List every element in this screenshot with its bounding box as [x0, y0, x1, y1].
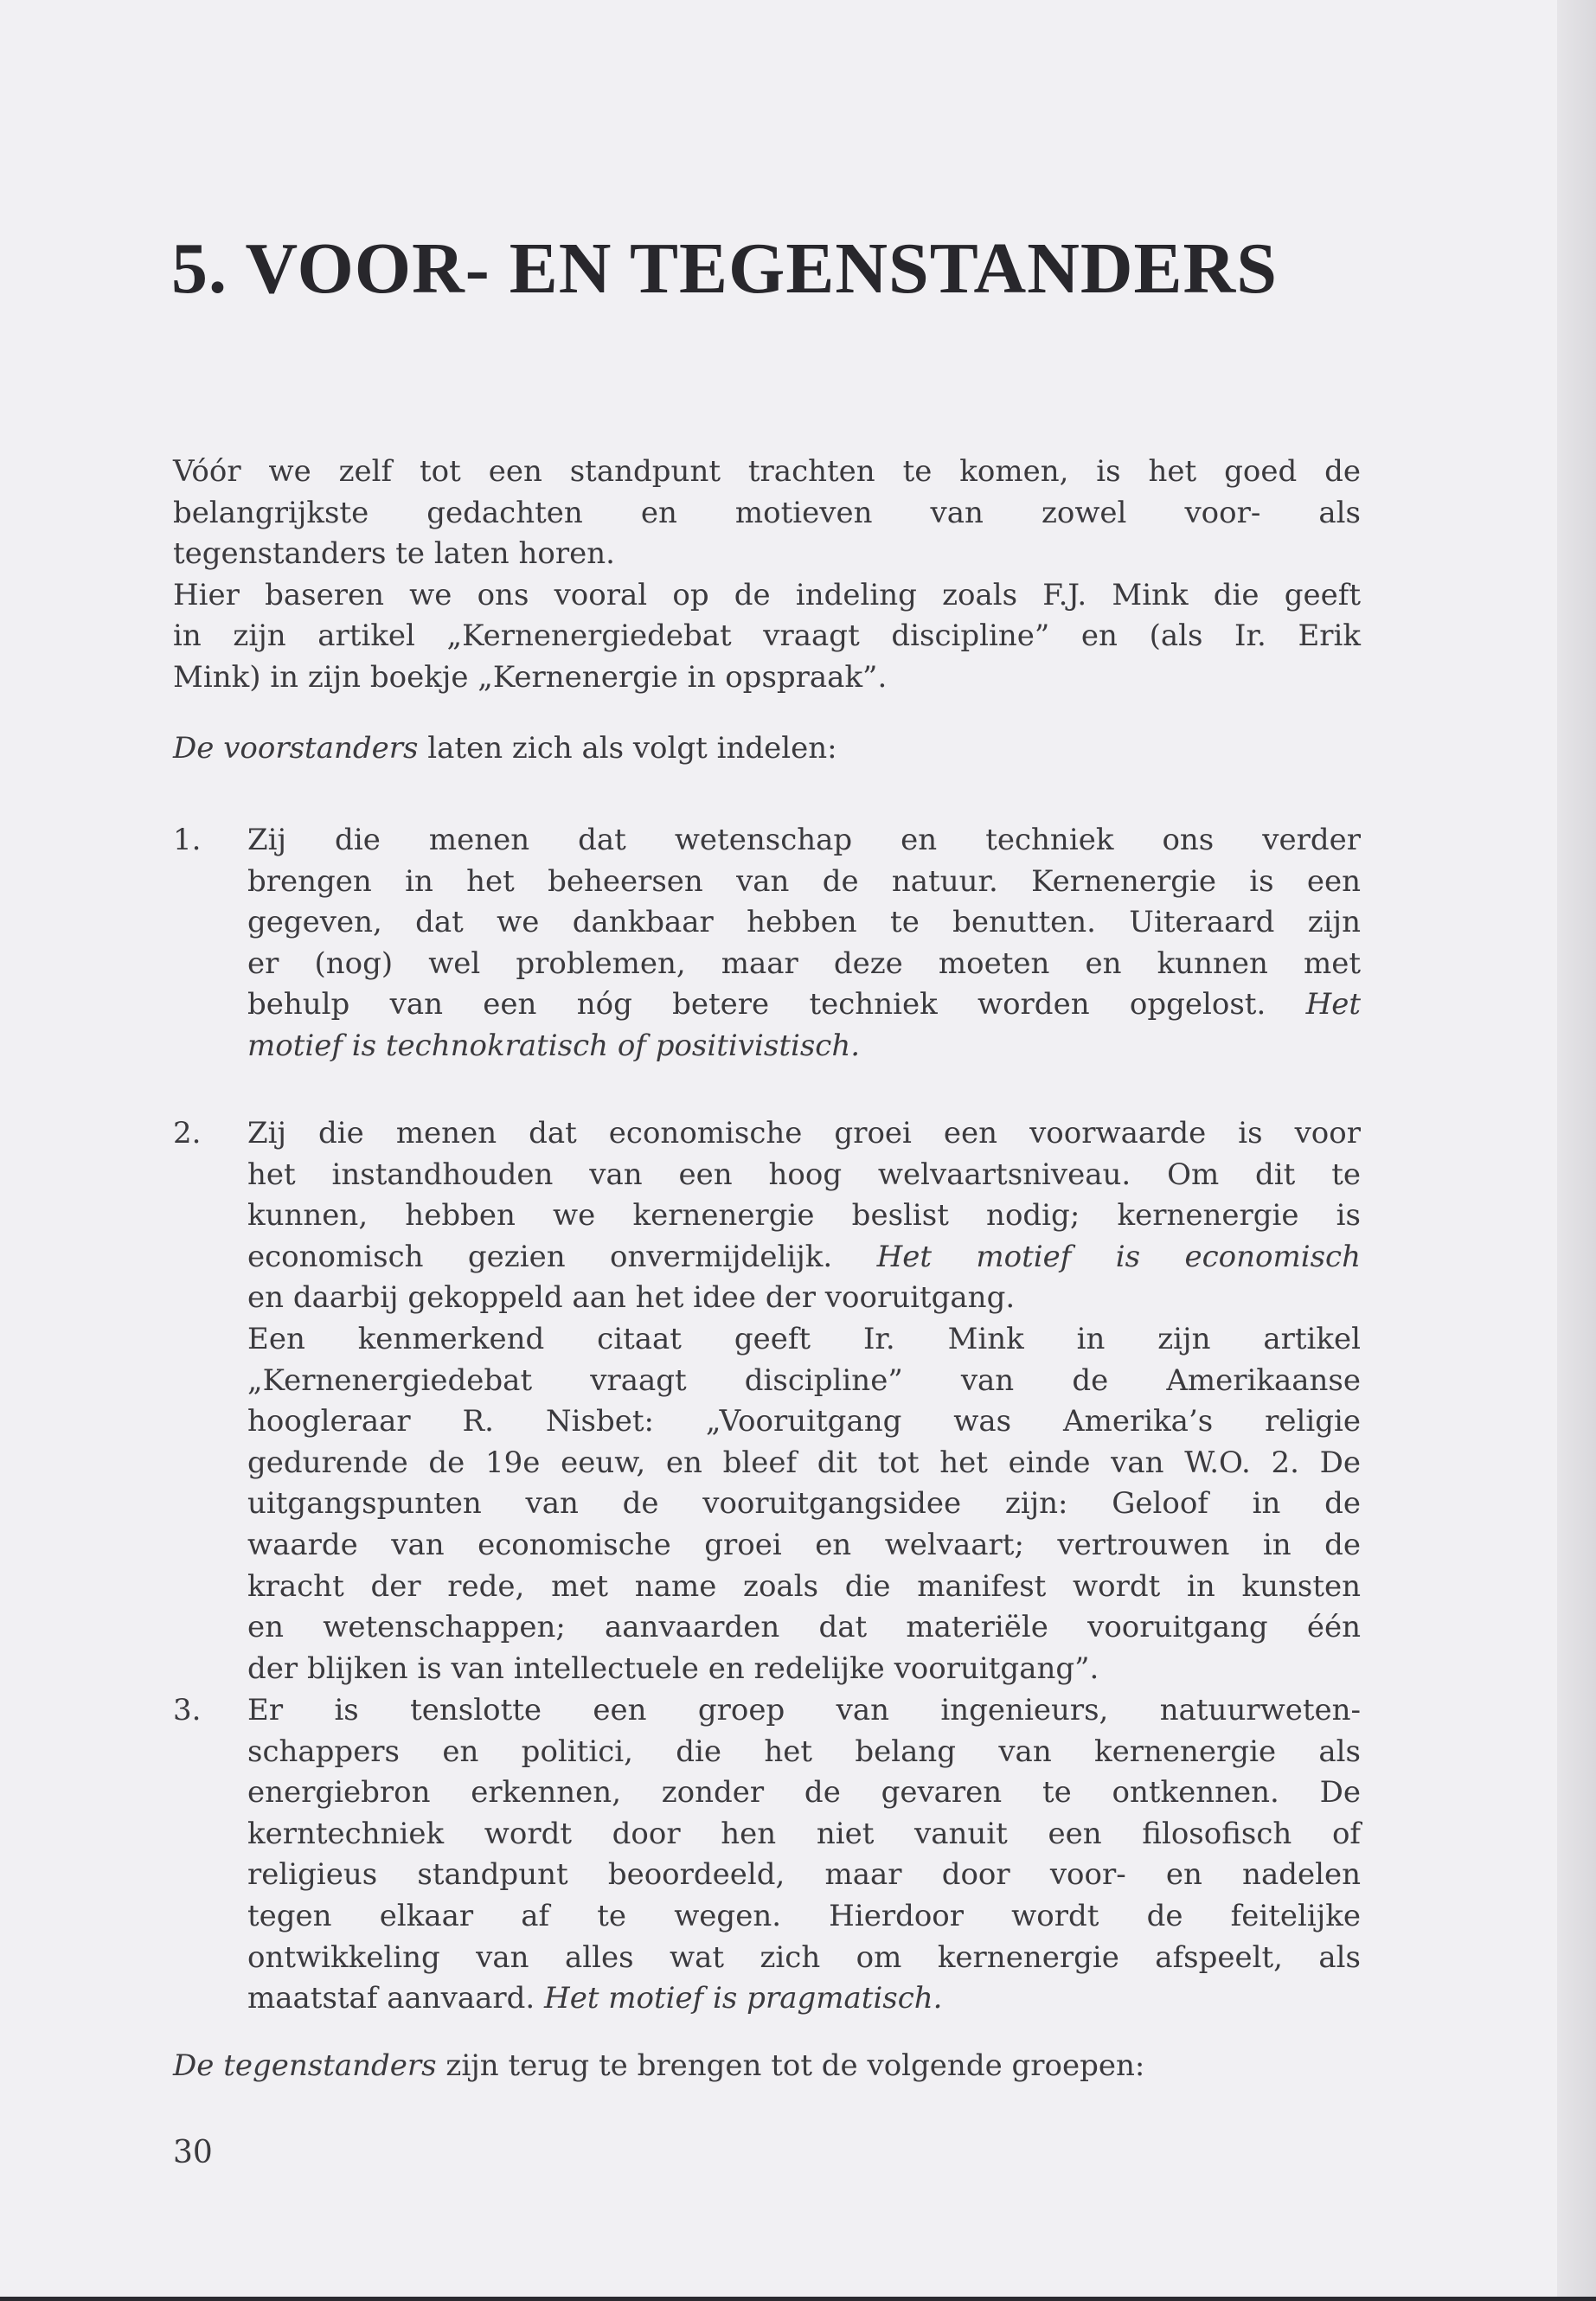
text-line	[247, 1525, 1361, 1567]
text-segment: Een kenmerkend citaat geeft Ir. Mink in zijn artikel	[247, 1321, 1361, 1356]
text-segment: waarde van economische groei en welvaart; vertrouwen in de	[247, 1527, 1361, 1562]
text-segment: Zij die menen dat economische groei een voorwaarde is voor	[247, 1116, 1361, 1150]
bottom-border	[0, 2297, 1596, 2301]
text-line	[247, 1361, 1361, 1402]
voorstanders-heading	[173, 728, 1361, 770]
text-segment: hoogleraar R. Nisbet: „Vooruitgang was Amerika’s religie	[247, 1404, 1361, 1439]
text-line	[247, 1484, 1361, 1525]
text-line	[247, 1814, 1361, 1856]
text-line	[173, 728, 1361, 770]
intro-paragraph	[173, 452, 1361, 699]
text-line	[247, 1026, 1361, 1067]
text-line	[247, 1896, 1361, 1938]
tegenstanders-heading	[173, 2046, 1361, 2087]
text-line	[247, 1978, 1361, 2020]
text-line	[247, 1732, 1361, 1773]
item-number: 2.	[173, 1116, 202, 1150]
text-line	[247, 1155, 1361, 1196]
text-line	[247, 984, 1361, 1026]
text-line	[247, 862, 1361, 903]
text-segment: „Kernenergiedebat vraagt discipline” van de Amerikaanse	[247, 1362, 1361, 1398]
text-line	[173, 575, 1361, 617]
text-segment: kerntechniek wordt door hen niet vanuit een filosofisch of	[247, 1816, 1361, 1851]
text-line	[173, 534, 1361, 575]
text-line	[247, 1938, 1361, 1979]
text-segment: Hier baseren we ons vooral op de indeling zoals F.J. Mink die geeft	[173, 577, 1361, 612]
text-segment: energiebron erkennen, zonder de gevaren te ontkennen. De	[247, 1775, 1361, 1811]
text-segment: religieus standpunt beoordeeld, maar door voor- en nadelen	[247, 1857, 1361, 1893]
text-segment: en wetenschappen; aanvaarden dat materiële vooruitgang één	[247, 1610, 1361, 1645]
text-segment: in zijn artikel „Kernenergiedebat vraagt discipline” en (als Ir. Erik	[173, 619, 1361, 654]
italic-text: Het	[1305, 987, 1361, 1022]
text-line	[247, 1607, 1361, 1649]
text-segment: behulp van een nóg betere techniek worden opgelost.	[247, 987, 1306, 1022]
text-segment: belangrijkste gedachten en motieven van zowel voor- als	[173, 495, 1361, 530]
italic-text: Het motief is economisch	[876, 1239, 1362, 1274]
italic-text: motief is technokratisch of positivistisch.	[247, 1028, 861, 1063]
text-line	[247, 1113, 1361, 1155]
text-segment: Mink) in zijn boekje „Kernenergie in opspraak”.	[173, 659, 888, 695]
text-line	[247, 944, 1361, 985]
text-segment: kunnen, hebben we kernenergie beslist nodig; kernenergie is	[247, 1198, 1361, 1234]
text-segment: er (nog) wel problemen, maar deze moeten en kunnen met	[247, 945, 1361, 981]
text-segment: Vóór we zelf tot een standpunt trachten te komen, is het goed de	[173, 454, 1361, 489]
text-line	[247, 1855, 1361, 1896]
text-segment: kracht der rede, met name zoals die manifest wordt in kunsten	[247, 1568, 1361, 1604]
text-line	[173, 657, 1361, 699]
text-line	[247, 1443, 1361, 1484]
text-segment: laten zich als volgt indelen:	[418, 731, 837, 766]
text-line	[247, 1649, 1361, 1690]
list-item-3	[247, 1690, 1361, 2020]
text-segment: tegen elkaar af te wegen. Hierdoor wordt de feitelijke	[247, 1898, 1361, 1933]
text-line	[247, 1278, 1361, 1319]
italic-text: De voorstanders	[173, 731, 419, 766]
item-number: 3.	[173, 1693, 202, 1727]
page-edge-shadow	[1557, 0, 1596, 2301]
text-segment: economisch gezien onvermijdelijk.	[247, 1239, 877, 1274]
text-segment: gegeven, dat we dankbaar hebben te benutten. Uiteraard zijn	[247, 905, 1361, 940]
text-segment: Zij die menen dat wetenschap en techniek ons verder	[247, 823, 1361, 857]
text-line	[173, 2046, 1361, 2087]
text-line	[247, 1401, 1361, 1443]
text-segment: ontwikkeling van alles wat zich om kernenergie afspeelt, als	[247, 1939, 1361, 1975]
text-line	[173, 616, 1361, 657]
list-item-1	[247, 820, 1361, 1067]
text-line	[173, 452, 1361, 493]
text-segment: schappers en politici, die het belang van kernenergie als	[247, 1734, 1361, 1769]
text-segment: tegenstanders te laten horen.	[173, 536, 615, 572]
chapter-title: 5. VOOR- EN TEGENSTANDERS	[171, 228, 1278, 309]
list-item-2	[247, 1113, 1361, 1689]
text-line	[247, 1772, 1361, 1814]
text-segment: Er is tenslotte een groep van ingenieurs, natuurweten-	[247, 1693, 1361, 1727]
text-segment: uitgangspunten van de vooruitgangsidee zijn: Geloof in de	[247, 1486, 1361, 1522]
italic-text: De tegenstanders	[173, 2048, 437, 2083]
text-segment: der blijken is van intellectuele en redelijke vooruitgang”.	[247, 1650, 1099, 1686]
text-line	[247, 902, 1361, 944]
text-line	[173, 493, 1361, 535]
italic-text: Het motief is pragmatisch.	[544, 1981, 943, 2016]
text-segment: het instandhouden van een hoog welvaartsniveau. Om dit te	[247, 1157, 1361, 1192]
text-segment: brengen in het beheersen van de natuur. Kernenergie is een	[247, 863, 1361, 899]
text-line	[247, 820, 1361, 862]
text-segment: en daarbij gekoppeld aan het idee der vooruitgang.	[247, 1280, 1016, 1316]
text-line	[247, 1237, 1361, 1279]
text-segment: maatstaf aanvaard.	[247, 1981, 545, 2016]
text-segment: gedurende de 19e eeuw, en bleef dit tot het einde van W.O. 2. De	[247, 1445, 1361, 1480]
text-line	[247, 1567, 1361, 1608]
page-number: 30	[173, 2135, 213, 2170]
text-line	[247, 1690, 1361, 1732]
text-line	[247, 1319, 1361, 1361]
text-segment: zijn terug te brengen tot de volgende groepen:	[436, 2048, 1145, 2083]
text-line	[247, 1195, 1361, 1237]
item-number: 1.	[173, 823, 202, 857]
